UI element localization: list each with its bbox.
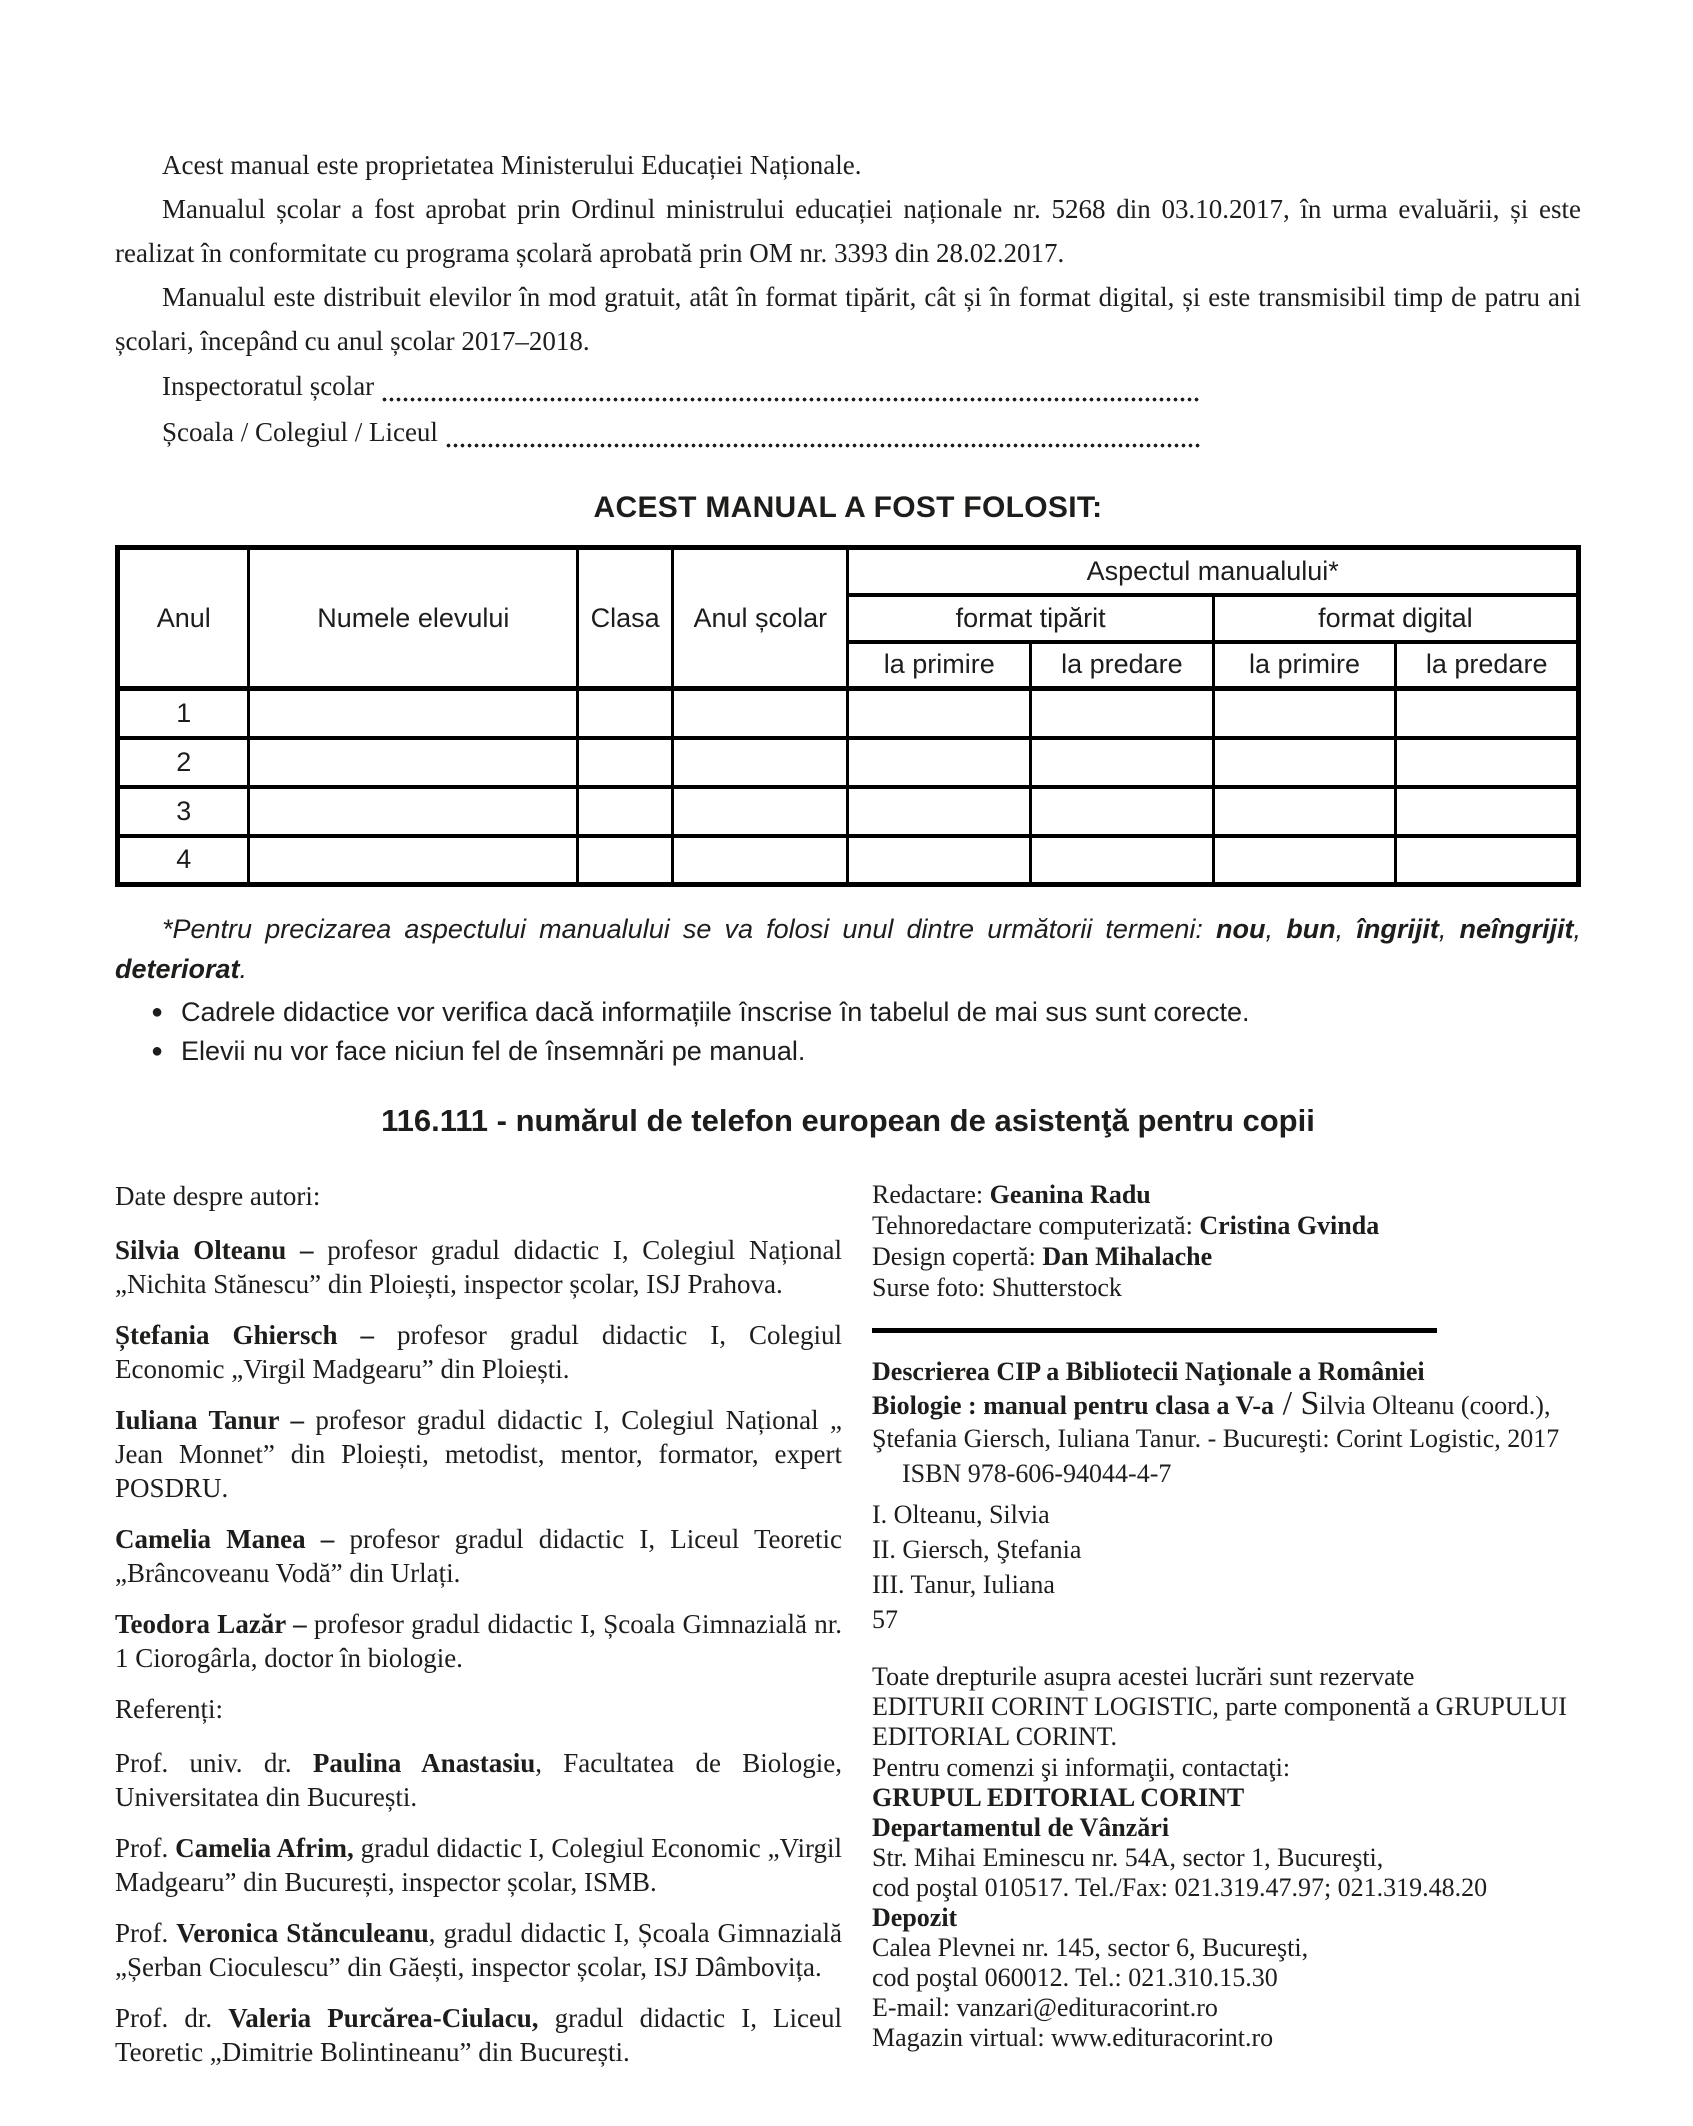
two-column-section: [115, 1179, 1581, 2086]
table-cell: [578, 689, 673, 738]
col-header-numele: Numele elevului: [249, 548, 578, 689]
row-number: 1: [118, 689, 249, 738]
col-header-la-predare: la predare: [1031, 642, 1214, 689]
dotted-leader: [381, 369, 1200, 409]
contact-intro: Pentru comenzi şi informaţii, contactaţi:: [872, 1753, 1291, 1782]
author-entry: Teodora Lazăr – profesor gradul didactic I, Școala Gimnazială nr. 1 Ciorogârla, doctor în biologie.: [115, 1609, 842, 1673]
table-cell: [1213, 738, 1396, 787]
rights-line: Toate drepturile asupra acestei lucrări sunt rezervate: [872, 1662, 1415, 1691]
rights-line: EDITURII CORINT LOGISTIC, parte componentă a GRUPULUI: [872, 1692, 1567, 1721]
authors-heading: Date despre autori:: [115, 1181, 321, 1211]
table-cell: [1396, 836, 1579, 885]
author-entry: Iuliana Tanur – profesor gradul didactic I, Colegiul Național „ Jean Monnet” din Ploiești, metodist, mentor, formator, expert POSDRU.: [115, 1405, 842, 1503]
col-header-la-primire: la primire: [1213, 642, 1396, 689]
table-cell: [249, 738, 578, 787]
row-number: 4: [118, 836, 249, 885]
index-line: I. Olteanu, Silvia: [872, 1500, 1050, 1529]
contact-line: Str. Mihai Eminescu nr. 54A, sector 1, Bucureşti,: [872, 1843, 1384, 1872]
note-item: ● Cadrele didactice vor verifica dacă informațiile înscrise în tabelul de mai sus sunt corecte.: [115, 993, 1581, 1032]
table-cell: [848, 738, 1031, 787]
cip-index: [872, 1497, 1578, 1637]
credit-line: Design copertă: Dan Mihalache: [872, 1242, 1213, 1271]
table-cell: [673, 689, 848, 738]
intro-paragraph: Manualul școlar a fost aprobat prin Ordinul ministrului educației naționale nr. 5268 din 03.10.2017, în urma evaluării, și este realizat în conformitate cu programa școlară aprobată prin OM nr. 3393 din 28.02.2017.: [115, 194, 1581, 268]
table-cell: [673, 738, 848, 787]
contact-line: Magazin virtual: www.edituracorint.ro: [872, 2023, 1274, 2052]
isbn-line: ISBN 978-606-94044-4-7: [902, 1459, 1172, 1488]
table-cell: [848, 836, 1031, 885]
col-header-format-digital: format digital: [1213, 595, 1578, 642]
index-line: 57: [872, 1605, 898, 1634]
table-cell: [1031, 689, 1214, 738]
table-cell: [1031, 787, 1214, 836]
contact-line: Calea Plevnei nr. 145, sector 6, Bucureşti,: [872, 1933, 1309, 1962]
col-header-la-primire: la primire: [848, 642, 1031, 689]
table-cell: [673, 836, 848, 885]
col-header-format-tiparit: format tipărit: [848, 595, 1213, 642]
authors-column: [115, 1179, 842, 2086]
note-item: ● Elevii nu vor face niciun fel de însemnări pe manual.: [115, 1032, 1581, 1071]
fill-in-label: Inspectoratul școlar: [162, 371, 375, 401]
fill-in-line-inspectorate: [115, 363, 1200, 409]
table-row: [118, 787, 1579, 836]
rights-statement: [872, 1662, 1578, 1752]
intro-paragraph: Acest manual este proprietatea Ministerului Educației Naționale.: [162, 150, 862, 180]
cip-heading: Descrierea CIP a Bibliotecii Naţionale a României: [872, 1357, 1425, 1386]
usage-table: [115, 545, 1581, 887]
table-cell: [673, 787, 848, 836]
col-header-clasa: Clasa: [578, 548, 673, 689]
row-number: 2: [118, 738, 249, 787]
table-cell: [1031, 738, 1214, 787]
col-header-anul-scolar: Anul școlar: [673, 548, 848, 689]
contact-line: Depozit: [872, 1903, 958, 1932]
referent-entry: Prof. univ. dr. Paulina Anastasiu, Facultatea de Biologie, Universitatea din București.: [115, 1748, 843, 1812]
table-cell: [1396, 689, 1579, 738]
credit-line: Redactare: Geanina Radu: [872, 1180, 1151, 1209]
table-footnote: *Pentru precizarea aspectului manualului se va folosi unul dintre următorii termeni: nou, bun, îngrijit, neîngrijit, deteriorat.: [115, 914, 1581, 984]
contact-line: cod poştal 060012. Tel.: 021.310.15.30: [872, 1963, 1278, 1992]
table-row: [118, 738, 1579, 787]
table-cell: [1031, 836, 1214, 885]
contact-block: [872, 1783, 1578, 2053]
table-row: [118, 836, 1579, 885]
contact-line: E-mail: vanzari@edituracorint.ro: [872, 1993, 1218, 2022]
dotted-leader: [445, 415, 1200, 455]
table-cell: [848, 787, 1031, 836]
cip-line: Biologie : manual pentru clasa a V-a / Silvia Olteanu (coord.),: [872, 1385, 1551, 1422]
index-line: III. Tanur, Iuliana: [872, 1570, 1055, 1599]
credit-line: Surse foto: Shutterstock: [872, 1273, 1122, 1302]
table-cell: [848, 689, 1031, 738]
column-divider: [872, 1328, 1437, 1333]
row-number: 3: [118, 787, 249, 836]
referent-entry: Prof. Veronica Stănculeanu, gradul didactic I, Școala Gimnazială „Șerban Cioculescu” din Găești, inspector școlar, ISJ Dâmbovița.: [115, 1918, 842, 1982]
referent-entry: Prof. Camelia Afrim, gradul didactic I, Colegiul Economic „Virgil Madgearu” din București, inspector școlar, ISMB.: [115, 1833, 843, 1897]
author-entry: Ștefania Ghiersch – profesor gradul didactic I, Colegiul Economic „Virgil Madgearu” din Ploiești.: [115, 1320, 842, 1384]
author-entry: Camelia Manea – profesor gradul didactic I, Liceul Teoretic „Brâncoveanu Vodă” din Urlați.: [115, 1524, 843, 1588]
col-header-anul: Anul: [118, 548, 249, 689]
child-helpline-heading: 116.111 - numărul de telefon european de asistenţă pentru copii: [381, 1103, 1315, 1138]
credit-line: Tehnoredactare computerizată: Cristina Gvinda: [872, 1211, 1380, 1240]
table-cell: [578, 738, 673, 787]
index-line: II. Giersch, Ştefania: [872, 1535, 1082, 1564]
table-cell: [1213, 689, 1396, 738]
table-cell: [578, 836, 673, 885]
table-cell: [1396, 738, 1579, 787]
publisher-column: [872, 1179, 1578, 2086]
contact-line: GRUPUL EDITORIAL CORINT: [872, 1783, 1245, 1812]
table-title: ACEST MANUAL A FOST FOLOSIT:: [593, 491, 1103, 524]
table-header-row: [118, 548, 1579, 595]
col-header-la-predare: la predare: [1396, 642, 1579, 689]
fill-in-label: Școala / Colegiul / Liceul: [162, 417, 438, 447]
intro-section: [115, 143, 1581, 455]
table-cell: [1396, 787, 1579, 836]
table-cell: [249, 836, 578, 885]
table-row: [118, 689, 1579, 738]
table-cell: [249, 689, 578, 738]
contact-line: cod poştal 010517. Tel./Fax: 021.319.47.97; 021.319.48.20: [872, 1873, 1488, 1902]
author-entry: Silvia Olteanu – profesor gradul didactic I, Colegiul Național „Nichita Stănescu” din Ploiești, inspector școlar, ISJ Prahova.: [115, 1235, 843, 1299]
referents-heading: Referenți:: [115, 1694, 223, 1724]
table-cell: [1213, 787, 1396, 836]
table-cell: [578, 787, 673, 836]
intro-paragraph: Manualul este distribuit elevilor în mod gratuit, atât în format tipărit, cât și în format digital, și este transmisibil timp de patru ani școlari, începând cu anul școlar 2017–2018.: [115, 282, 1581, 356]
referent-entry: Prof. dr. Valeria Purcărea-Ciulacu, gradul didactic I, Liceul Teoretic „Dimitrie Bolintineanu” din București.: [115, 2003, 843, 2067]
cip-line: Ştefania Giersch, Iuliana Tanur. - Bucureşti: Corint Logistic, 2017: [872, 1424, 1560, 1453]
fill-in-line-school: [115, 409, 1200, 455]
notes-list: [115, 993, 1581, 1071]
contact-line: Departamentul de Vânzări: [872, 1813, 1170, 1842]
table-cell: [249, 787, 578, 836]
table-cell: [1213, 836, 1396, 885]
rights-line: EDITORIAL CORINT.: [872, 1722, 1118, 1751]
col-header-aspect: Aspectul manualului*: [848, 548, 1579, 595]
